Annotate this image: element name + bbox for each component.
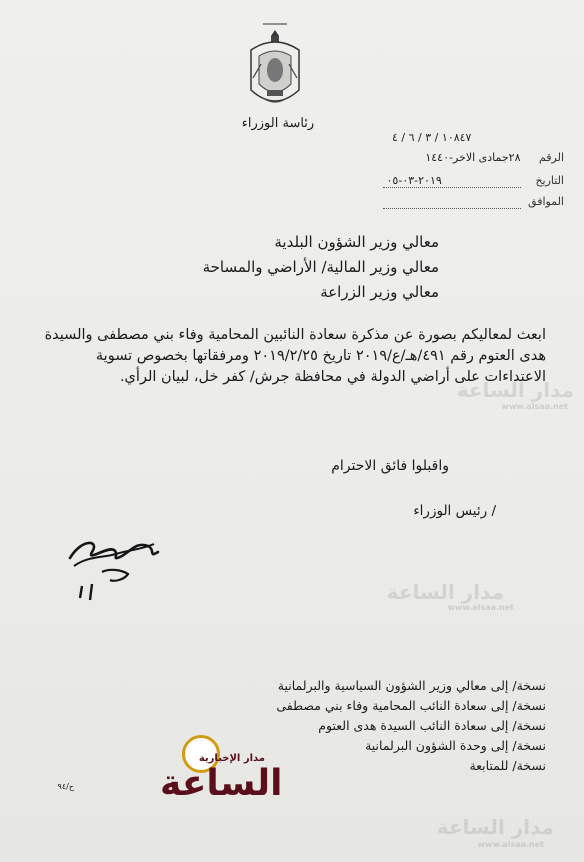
reference-number-row [384,151,564,164]
watermark-url: www.alsaa.net [501,402,568,411]
copy-line: نسخة/ إلى سعادة النائب السيدة هدى العتوم [318,718,546,733]
watermark-brand: مدار الساعة [386,580,504,604]
corresponding-label: الموافق [528,195,564,208]
body-paragraph: ابعث لمعاليكم بصورة عن مذكرة سعادة النائبين المحامية وفاء بني مصطفى والسيدة هدى العتوم رقم ٤٩١/هـ/ع/٢٠١٩ تاريخ ٢٠١٩/٢/٢٥ ومرفقاتها بخصوص تسوية الاعتداءات على أراضي الدولة في محافظة جرش/ كفر خل، لبيان الرأي. [44,327,546,385]
copy-line: نسخة/ إلى سعادة النائب المحامية وفاء بني مصطفى [276,698,546,713]
coat-of-arms-emblem [245,20,305,115]
reference-number-label: الرقم [538,151,564,164]
handwritten-signature [62,528,172,613]
addressee-2: معالي وزير المالية/ الأراضي والمساحة [202,258,439,276]
date-value: ٢٠١٩-٠٣-٠٥ [383,174,521,188]
watermark-url: www.alsaa.net [447,603,514,612]
watermark-url: www.alsaa.net [477,840,544,849]
corresponding-row [384,195,564,209]
watermark-brand: مدار الساعة [436,815,554,839]
corresponding-value [383,195,521,209]
copy-line: نسخة/ إلى وحدة الشؤون البرلمانية [365,738,546,753]
addressee-3: معالي وزير الزراعة [320,283,439,301]
signer-title: / رئيس الوزراء [413,503,496,519]
hijri-date: ٢٨جمادى الاخر-١٤٤٠ [425,151,521,164]
date-row [384,174,564,188]
closing-line: واقبلوا فائق الاحترام [331,458,449,474]
addressee-1: معالي وزير الشؤون البلدية [274,233,439,251]
logo-subtitle: مدار الإخبارية [198,753,265,764]
footer-code: ح/٩٤ [57,782,74,791]
copy-line: نسخة/ إلى معالي وزير الشؤون السياسية والبرلمانية [277,678,546,693]
alsaa-logo [150,735,283,805]
logo-wordmark: الساعة [160,763,283,804]
date-label: التاريخ [535,174,564,187]
copy-line: نسخة/ للمتابعة [469,758,546,773]
office-name: رئاسة الوزراء [241,116,315,131]
watermark-brand: مدار الساعة [456,378,574,402]
reference-number: ١٠٨٤٧ / ٣ / ٦ / ٤ [392,131,472,144]
